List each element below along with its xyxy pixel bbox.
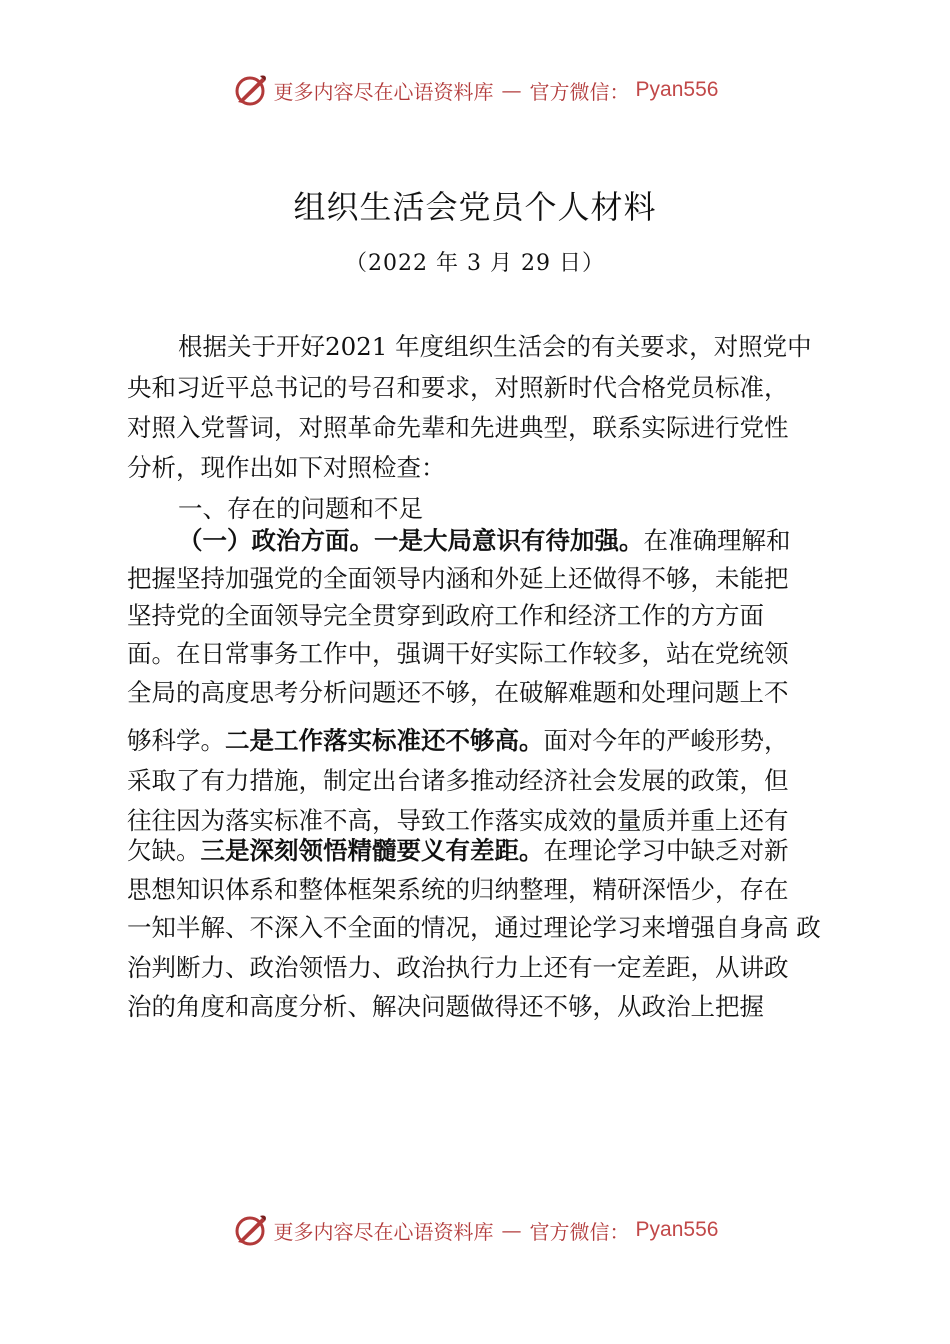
body-line: 全局的高度思考分析问题还不够，在破解难题和处理问题上不 — [127, 678, 789, 707]
body-line: 面。在日常事务工作中，强调干好实际工作较多，站在党统领 — [127, 639, 789, 668]
body-line: 根据关于开好2021 年度组织生活会的有关要求，对照党中 — [178, 332, 812, 361]
watermark-text: 更多内容尽在心语资料库 — [273, 79, 494, 104]
document-title: 组织生活会党员个人材料 — [293, 188, 657, 226]
body-line: 治判断力、政治领悟力、政治执行力上还有一定差距，从讲政 — [127, 953, 789, 982]
watermark-text: 更多内容尽在心语资料库 — [273, 1219, 494, 1244]
body-line: 思想知识体系和整体框架系统的归纳整理，精研深悟少，存在 — [127, 875, 789, 904]
body-line: 分析，现作出如下对照检查： — [127, 453, 446, 482]
watermark-wechat-id: Pyan556 — [635, 78, 719, 101]
watermark-footer — [0, 1212, 950, 1248]
body-line: 一知半解、不深入不全面的情况，通过理论学习来增强自身高 政 — [127, 913, 821, 942]
quill-logo-icon — [232, 72, 268, 108]
body-line: 够科学。二是工作落实标准还不够高。面对今年的严峻形势， — [127, 726, 789, 755]
watermark-label: 官方微信： — [529, 79, 630, 104]
document-date: （2022 年 3 月 29 日） — [345, 251, 605, 276]
body-line: 把握坚持加强党的全面领导内涵和外延上还做得不够，未能把 — [127, 564, 789, 593]
body-line: 治的角度和高度分析、解决问题做得还不够，从政治上把握 — [127, 992, 764, 1021]
body-line: 对照入党誓词，对照革命先辈和先进典型，联系实际进行党性 — [127, 413, 789, 442]
body-line: 央和习近平总书记的号召和要求，对照新时代合格党员标准， — [127, 373, 789, 402]
watermark-header — [0, 72, 950, 108]
watermark-wechat-id: Pyan556 — [635, 1218, 719, 1241]
body-line: 欠缺。三是深刻领悟精髓要义有差距。在理论学习中缺乏对新 — [127, 836, 789, 865]
body-line: 采取了有力措施，制定出台诸多推动经济社会发展的政策，但 — [127, 766, 789, 795]
body-line: 往往因为落实标准不高，导致工作落实成效的量质并重上还有 — [127, 806, 789, 835]
watermark-separator: — — [501, 78, 522, 102]
watermark-label: 官方微信： — [529, 1219, 630, 1244]
quill-logo-icon — [232, 1212, 268, 1248]
watermark-separator: — — [501, 1218, 522, 1242]
body-line: 坚持党的全面领导完全贯穿到政府工作和经济工作的方方面 — [127, 601, 764, 630]
subsection-line: （一）政治方面。一是大局意识有待加强。在准确理解和 — [178, 526, 791, 555]
section-heading: 一、存在的问题和不足 — [178, 494, 423, 523]
